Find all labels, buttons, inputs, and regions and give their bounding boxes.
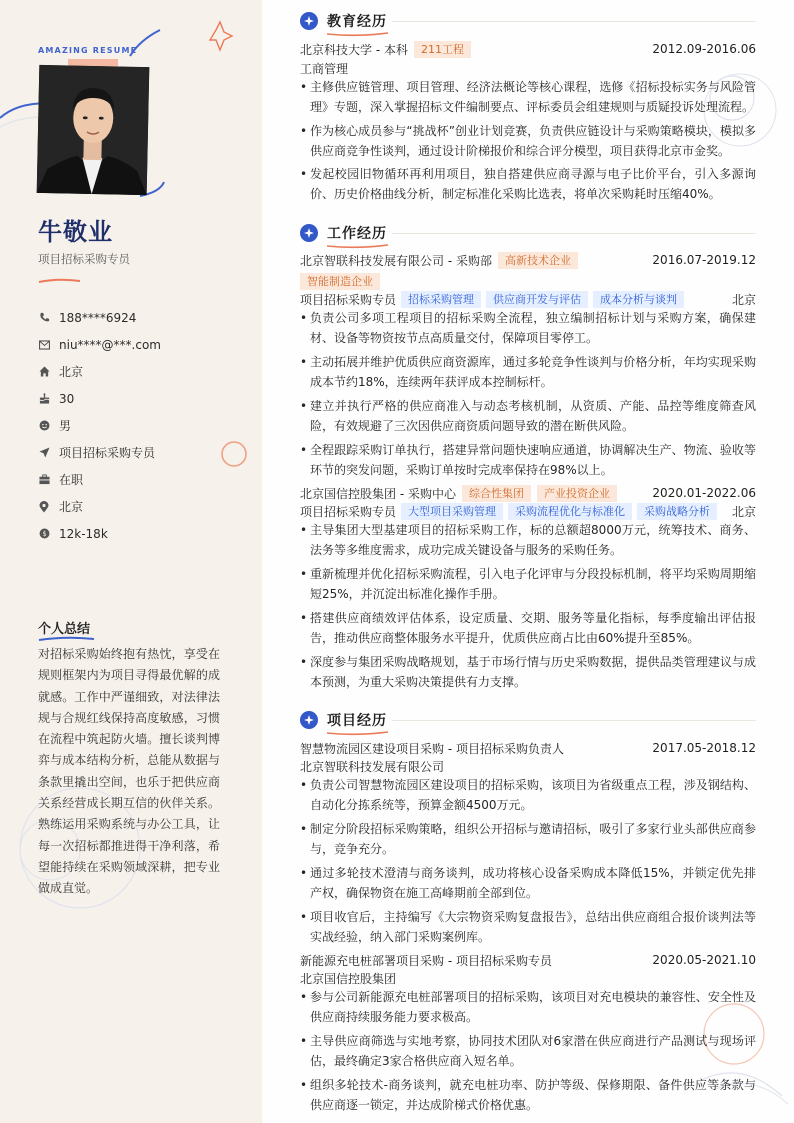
candidate-name: 牛敬业	[38, 218, 113, 246]
briefcase-icon	[38, 474, 50, 486]
list-item: • 主导集团大型基建项目的招标采购工作，标的总额超8000万元，统筹技术、商务、法务等多维度需求，成功完成关键设备与服务的采购任务。	[300, 523, 756, 557]
main-content	[262, 0, 794, 1123]
sparkle-icon	[300, 224, 318, 242]
contact-city: 北京	[38, 358, 248, 385]
name-underline	[38, 278, 88, 284]
list-item: • 作为核心成员参与“挑战杯”创业计划竞赛，负责供应链设计与采购策略模块，模拟多供应商竞争性谈判，通过设计阶梯报价和综合评分模型，项目获得北京市金奖。	[300, 124, 756, 158]
contact-salary: $ 12k-18k	[38, 520, 248, 547]
heading-underline	[326, 243, 392, 249]
contact-target-role: 项目招标采购专员	[38, 439, 248, 466]
list-item: • 发起校园旧物循环再利用项目，独自搭建供应商寻源与电子比价平台，引入多源询价、历史价格曲线分析，制定标准化采购比选表，将单次采购耗时压缩40%。	[300, 167, 756, 201]
contact-status: 在职	[38, 466, 248, 493]
job-company: 北京国信控股集团 - 采购中心	[300, 486, 456, 501]
education-header-row	[300, 40, 756, 58]
list-item: • 制定分阶段招标采购策略，组织公开招标与邀请招标，吸引了多家行业头部供应商参与，竞争充分。	[300, 822, 756, 856]
heading-underline	[326, 31, 392, 37]
salary-icon	[38, 528, 50, 540]
work-section-header	[300, 222, 387, 244]
project-period: 2020.05-2021.10	[652, 953, 756, 967]
summary-underline	[38, 636, 98, 642]
projects-heading: 项目经历	[327, 713, 387, 729]
list-item: • 主导供应商筛选与实地考察，协同技术团队对6家潜在供应商进行产品测试与现场评估，最终确定3家合格供应商入短名单。	[300, 1034, 756, 1068]
project-period: 2017.05-2018.12	[652, 741, 756, 755]
location-pin-icon	[38, 501, 50, 513]
project-header-row	[300, 951, 756, 969]
summary-text: 对招标采购始终抱有热忱，享受在规则框架内为项目寻得最优解的成就感。工作中严谨细致，对法律法规与合规红线保持高度敏感，习惯在流程中筑起防火墙。擅长谈判博弈与成本结构分析，总能从数据与条款里撬出空间，也乐于把供应商关系经营成长期互信的伙伴关系。熟练运用采购系统与办公工具，让每一次招标都推进得干净利落，希望能持续在采购领域深耕，把专业做成直觉。	[38, 647, 220, 896]
job-header-row	[300, 484, 756, 502]
company-tag: 综合性集团	[462, 485, 531, 502]
gender-icon	[38, 420, 50, 432]
job-role-row	[300, 502, 756, 520]
project-org: 北京国信控股集团	[300, 971, 397, 986]
job-role: 项目招标采购专员	[300, 504, 397, 519]
contact-age: 30	[38, 385, 248, 412]
skill-tag: 采购战略分析	[637, 503, 717, 520]
contact-gender: 男	[38, 412, 248, 439]
education-section-header	[300, 10, 387, 32]
mail-icon	[38, 339, 50, 351]
project-name: 新能源充电桩部署项目采购 - 项目招标采购专员	[300, 953, 552, 968]
skill-tag: 大型项目采购管理	[401, 503, 503, 520]
list-item: • 主修供应链管理、项目管理、经济法概论等核心课程，选修《招标投标实务与风险管理》专题，深入掌握招标文件编制要点、评标委员会组建规则与质疑投诉处理流程。	[300, 80, 756, 114]
candidate-title: 项目招标采购专员	[38, 252, 130, 266]
projects-section-header	[300, 709, 387, 731]
education-major: 工商管理	[300, 61, 349, 76]
list-item: • 通过多轮技术澄清与商务谈判，成功将核心设备采购成本降低15%，并锁定优先排产权，确保物资在施工高峰期前全部到位。	[300, 866, 756, 900]
company-tag: 高新技术企业	[498, 252, 578, 269]
list-item: • 负责公司智慧物流园区建设项目的招标采购，该项目为省级重点工程，涉及钢结构、自动化分拣系统等，预算金额4500万元。	[300, 778, 756, 812]
job-period: 2020.01-2022.06	[652, 486, 756, 500]
list-item: • 重新梳理并优化招标采购流程，引入电子化评审与分段投标机制，将平均采购周期缩短25%，并沉淀出标准化操作手册。	[300, 567, 756, 601]
sparkle-icon	[300, 12, 318, 30]
job-role-row	[300, 290, 756, 308]
job-header-row	[300, 251, 756, 269]
section-divider	[392, 21, 756, 22]
project-header-row	[300, 739, 756, 757]
job-period: 2016.07-2019.12	[652, 253, 756, 267]
section-divider	[392, 233, 756, 234]
list-item: • 建立并执行严格的供应商准入与动态考核机制，从资质、产能、品控等维度筛查风险，有效规避了三次因供应商资质问题导致的潜在断供风险。	[300, 399, 756, 433]
list-item: • 参与公司新能源充电桩部署项目的招标采购，该项目对充电模块的兼容性、安全性及供应商持续服务能力要求极高。	[300, 990, 756, 1024]
contact-list	[38, 304, 248, 547]
list-item: • 搭建供应商绩效评估体系，设定质量、交期、服务等量化指标，每季度输出评估报告，推动供应商整体服务水平提升，优质供应商占比由60%提升至85%。	[300, 611, 756, 645]
section-divider	[392, 720, 756, 721]
education-heading: 教育经历	[327, 14, 387, 30]
resume-badge: AMAZING RESUME	[38, 46, 138, 55]
school-name: 北京科技大学 - 本科	[300, 42, 408, 57]
list-item: • 深度参与集团采购战略规划，基于市场行情与历史采购数据，提供品类管理建议与成本预测，为重大采购决策提供有力支撑。	[300, 655, 756, 689]
contact-location: 北京	[38, 493, 248, 520]
project-org: 北京智联科技发展有限公司	[300, 759, 445, 774]
avatar	[38, 66, 148, 194]
education-period: 2012.09-2016.06	[652, 42, 756, 56]
job-city: 北京	[731, 292, 756, 307]
company-tag: 智能制造企业	[300, 273, 380, 290]
list-item: • 主动拓展并维护优质供应商资源库，通过多轮竞争性谈判与价格分析，年均实现采购成本节约18%，连续两年获评成本控制标杆。	[300, 355, 756, 389]
company-tag: 产业投资企业	[537, 485, 617, 502]
summary-heading: 个人总结	[38, 622, 91, 637]
skill-tag: 招标采购管理	[401, 291, 481, 308]
svg-text:$: $	[41, 529, 47, 538]
job-city: 北京	[731, 504, 756, 519]
sparkle-icon	[300, 711, 318, 729]
project-name: 智慧物流园区建设项目采购 - 项目招标采购负责人	[300, 741, 564, 756]
heading-underline	[326, 730, 392, 736]
list-item: • 全程跟踪采购订单执行，搭建异常问题快速响应通道，协调解决生产、物流、验收等环节的突发问题，采购订单按时完成率保持在98%以上。	[300, 443, 756, 477]
list-item: • 负责公司多项工程项目的招标采购全流程，独立编制招标计划与采购方案，确保建材、设备等物资按节点高质量交付，保障项目零停工。	[300, 311, 756, 345]
list-item: • 项目收官后，主持编写《大宗物资采购复盘报告》，总结出供应商组合报价谈判法等实战经验，纳入部门采购案例库。	[300, 910, 756, 944]
job-role: 项目招标采购专员	[300, 292, 397, 307]
job-tag-row	[300, 272, 756, 290]
skill-tag: 采购流程优化与标准化	[508, 503, 632, 520]
age-icon	[38, 393, 50, 405]
work-heading: 工作经历	[327, 226, 387, 242]
list-item: • 组织多轮技术-商务谈判，就充电桩功率、防护等级、保修期限、备件供应等条款与供应商逐一锁定，并达成阶梯式价格优惠。	[300, 1078, 756, 1112]
school-tag: 211工程	[414, 41, 471, 58]
phone-icon	[38, 312, 50, 324]
contact-email: niu****@***.com	[38, 331, 248, 358]
skill-tag: 供应商开发与评估	[486, 291, 588, 308]
skill-tag: 成本分析与谈判	[593, 291, 684, 308]
job-company: 北京智联科技发展有限公司 - 采购部	[300, 253, 492, 268]
contact-phone: 188****6924	[38, 304, 248, 331]
sidebar	[0, 0, 262, 1123]
home-icon	[38, 366, 50, 378]
send-icon	[38, 447, 50, 459]
